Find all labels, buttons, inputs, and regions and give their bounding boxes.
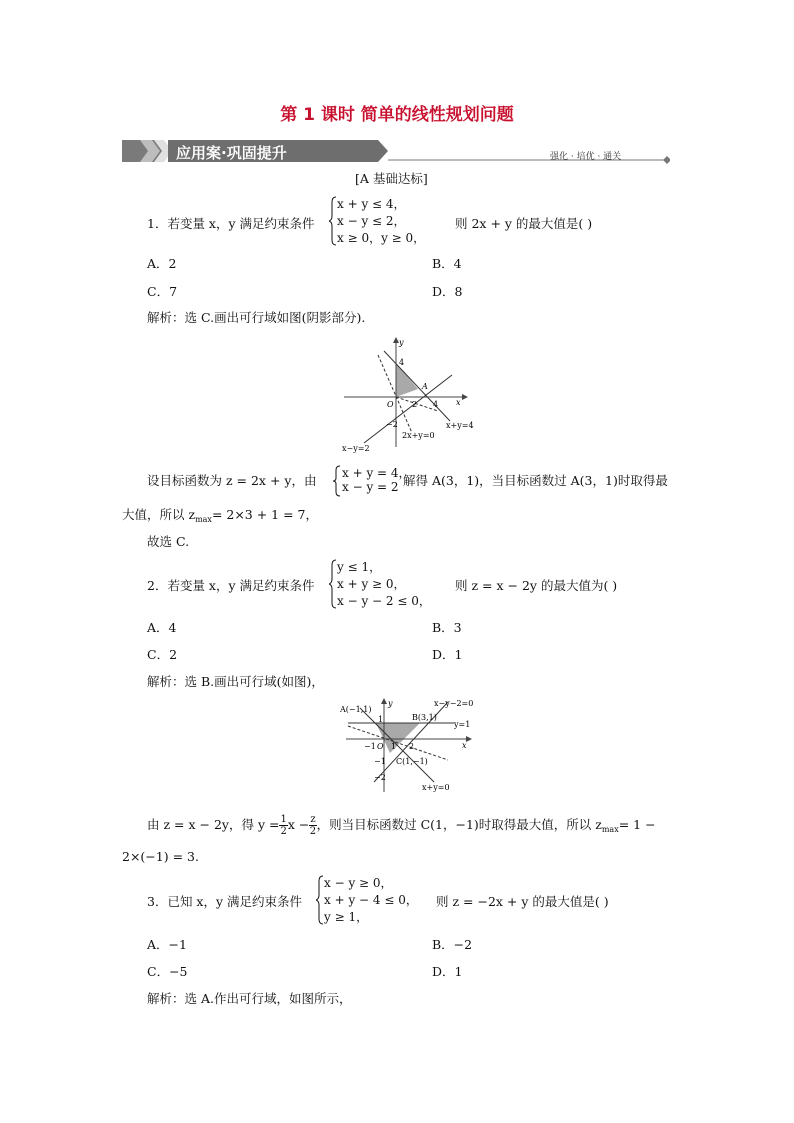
q1-fig-label-x4: 4 xyxy=(433,400,439,409)
banner-right-text: 强化 · 培优 · 通关 xyxy=(550,152,622,162)
q1-fig-label-O: O xyxy=(387,400,394,409)
q2-option-b: B．3 xyxy=(432,620,462,635)
q1-fig-label-x: x xyxy=(456,398,461,407)
q1-solution-line2: 大值，所以 $z_{max}= 2\times 3 + 1 = 7$， xyxy=(122,507,319,524)
q1-option-d: D．8 xyxy=(432,284,463,299)
q1-fig-label-neg2: −2 xyxy=(386,420,398,429)
q3-suffix: 则 z = −2x + y 的最大值是( ) xyxy=(436,894,609,909)
q3-option-a: A．−1 xyxy=(147,937,187,952)
q2-fig-label-y1tick: 1 xyxy=(378,715,384,724)
q1-suffix: 则 2x + y 的最大值是( ) xyxy=(455,216,593,231)
section-label: [A 基础达标] xyxy=(355,171,428,186)
q2-fig-label-y: y xyxy=(388,699,393,708)
q2-brace xyxy=(329,559,337,609)
q1-solution-post: 解得 A(3，1)，当目标函数过 A(3，1)时取得最 xyxy=(403,473,668,488)
q2-fig-label-xy2: x−y−2=0 xyxy=(434,699,474,708)
q1-fig-label-x2: 2 xyxy=(412,400,418,409)
q2-option-d: D．1 xyxy=(432,647,463,662)
q2-fig-label-yneg1: −1 xyxy=(374,757,386,766)
q1-constraint-3: x ≥ 0，y ≥ 0， xyxy=(337,231,426,245)
q1-sol-eq-2: x − y = 2 xyxy=(342,480,399,494)
q2-fig-label-x2: 2 xyxy=(409,742,415,751)
q2-fig-label-x1: 1 xyxy=(391,742,397,751)
q2-analysis: 解析：选 B.画出可行域(如图)， xyxy=(147,674,324,689)
q2-constraint-2: x + y ≥ 0， xyxy=(337,577,406,591)
q2-feasible-region-figure xyxy=(338,696,488,796)
q1-sol-brace xyxy=(333,465,341,497)
q2-fig-label-yneg2: −2 xyxy=(374,773,386,782)
q2-fig-label-O: O xyxy=(377,742,384,751)
q2-fig-label-x: x xyxy=(462,741,467,750)
q3-constraint-3: y ≥ 1， xyxy=(324,910,369,924)
q2-fig-label-xneg1: −1 xyxy=(364,742,376,751)
q2-prefix: 2．若变量 x，y 满足约束条件 xyxy=(147,578,315,593)
q2-fig-label-y1: y=1 xyxy=(454,720,471,729)
q1-constraint-1: x + y ≤ 4， xyxy=(337,197,406,211)
q3-option-d: D．1 xyxy=(432,964,463,979)
q1-fig-label-A: A xyxy=(422,382,428,391)
q1-constraint-2: x − y ≤ 2， xyxy=(337,214,406,228)
q1-option-a: A．2 xyxy=(147,256,177,271)
q1-fig-label-xy4: x+y=4 xyxy=(446,421,474,430)
q1-analysis: 解析：选 C.画出可行域如图(阴影部分). xyxy=(147,310,366,325)
q2-fig-label-xy0: x+y=0 xyxy=(422,783,450,792)
q2-suffix: 则 z = x − 2y 的最大值为( ) xyxy=(455,578,618,593)
q3-analysis: 解析：选 A.作出可行域，如图所示， xyxy=(147,991,352,1006)
q2-fig-label-C: C(1,−1) xyxy=(396,757,428,766)
q1-feasible-region-figure xyxy=(340,335,480,455)
q3-brace xyxy=(316,875,324,925)
q1-option-b: B．4 xyxy=(432,256,462,271)
q2-solution-line2: 2×(−1) = 3. xyxy=(122,849,199,864)
q3-constraint-1: x − y ≥ 0， xyxy=(324,876,393,890)
q3-option-c: C．−5 xyxy=(147,964,188,979)
q1-solution-pre: 设目标函数为 z = 2x + y，由 xyxy=(147,473,317,488)
q1-option-c: C．7 xyxy=(147,284,178,299)
q2-fig-label-B: B(3,1) xyxy=(412,713,437,722)
q1-conclusion: 故选 C. xyxy=(147,534,190,549)
q1-fig-label-y: y xyxy=(399,338,404,347)
q1-prefix: 1．若变量 x，y 满足约束条件 xyxy=(147,216,315,231)
q1-fig-label-xy2: x−y=2 xyxy=(342,444,370,453)
q3-prefix: 3．已知 x，y 满足约束条件 xyxy=(147,894,303,909)
q2-solution-line1: 由 z = x − 2y，得 y = $\frac{1}{2}$ x − $\frac{z}{2}$ ，则当目标函数过 C(1，−1)时取得最大值，所以 $z_{max}= 1$ − xyxy=(147,814,656,837)
q1-brace xyxy=(329,196,337,246)
q3-constraint-2: x + y − 4 ≤ 0， xyxy=(324,893,418,907)
q2-option-a: A．4 xyxy=(147,620,177,635)
q1-fig-label-2xy0: 2x+y=0 xyxy=(402,431,435,440)
q2-fig-label-A: A(−1,1) xyxy=(340,705,372,714)
page-title: 第 1 课时 简单的线性规划问题 xyxy=(280,105,514,125)
banner-label: 应用案·巩固提升 xyxy=(176,144,287,162)
q3-option-b: B．−2 xyxy=(432,937,473,952)
q1-fig-label-y4: 4 xyxy=(399,358,405,367)
q2-constraint-1: y ≤ 1， xyxy=(337,560,382,574)
q2-option-c: C．2 xyxy=(147,647,178,662)
q1-sol-eq-1: x + y = 4， xyxy=(342,466,411,480)
q2-constraint-3: x − y − 2 ≤ 0， xyxy=(337,594,431,608)
